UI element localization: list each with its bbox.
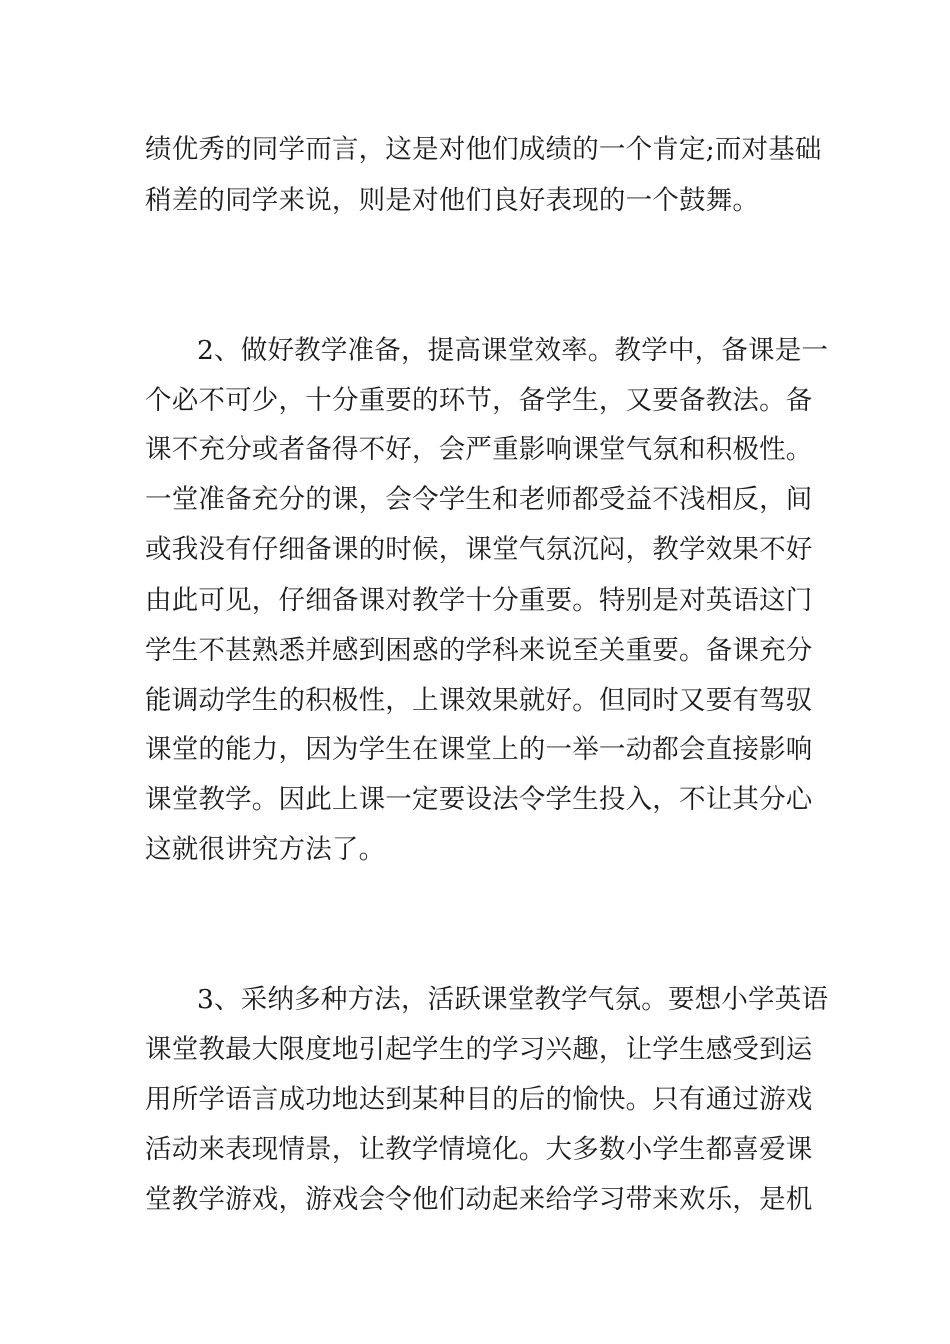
paragraph-line: 个必不可少，十分重要的环节，备学生，又要备教法。备: [145, 385, 813, 416]
paragraph-line: 这就很讲究方法了。: [145, 834, 386, 865]
paragraph-line: 课堂的能力，因为学生在课堂上的一举一动都会直接影响: [145, 734, 813, 765]
paragraph-line: 活动来表现情景，让教学情境化。大多数小学生都喜爱课: [145, 1134, 813, 1165]
paragraph-line: 2、做好教学准备，提高课堂效率。教学中，备课是一: [197, 335, 829, 366]
paragraph-line: 课不充分或者备得不好，会严重影响课堂气氛和积极性。: [145, 434, 813, 465]
paragraph-line: 由此可见，仔细备课对教学十分重要。特别是对英语这门: [145, 585, 813, 616]
paragraph-line: 用所学语言成功地达到某种目的后的愉快。只有通过游戏: [145, 1084, 813, 1115]
paragraph-line: 或我没有仔细备课的时候，课堂气氛沉闷，教学效果不好: [145, 534, 813, 565]
paragraph-line: 绩优秀的同学而言，这是对他们成绩的一个肯定;而对基础: [145, 134, 822, 165]
paragraph-line: 堂教学游戏，游戏会令他们动起来给学习带来欢乐，是机: [145, 1184, 813, 1215]
paragraph-line: 课堂教最大限度地引起学生的学习兴趣，让学生感受到运: [145, 1034, 813, 1065]
paragraph-line: 学生不甚熟悉并感到困惑的学科来说至关重要。备课充分: [145, 635, 813, 666]
paragraph-line: 一堂准备充分的课，会令学生和老师都受益不浅相反，间: [145, 484, 813, 515]
paragraph-line: 3、采纳多种方法，活跃课堂教学气氛。要想小学英语: [197, 984, 829, 1015]
paragraph-line: 稍差的同学来说，则是对他们良好表现的一个鼓舞。: [145, 185, 760, 216]
paragraph-line: 能调动学生的积极性，上课效果就好。但同时又要有驾驭: [145, 685, 813, 716]
paragraph-line: 课堂教学。因此上课一定要设法令学生投入，不让其分心: [145, 784, 813, 815]
